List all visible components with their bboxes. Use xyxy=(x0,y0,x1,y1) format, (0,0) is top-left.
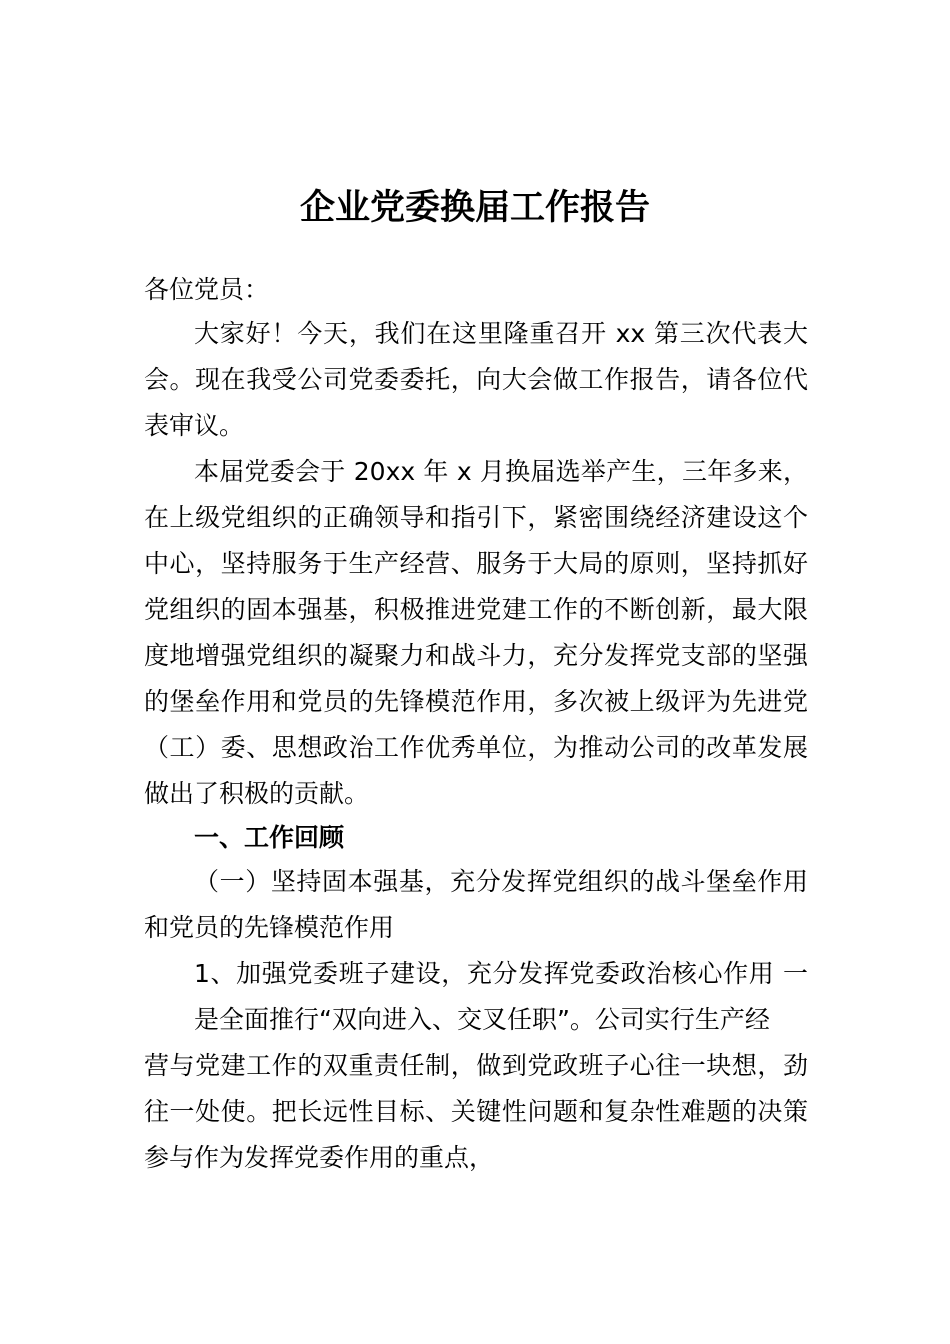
subsection-heading: 和党员的先锋模范作用 xyxy=(144,913,395,942)
paragraph-line: 会。现在我受公司党委委托，向大会做工作报告，请各位代 xyxy=(144,365,808,394)
paragraph-line: 中心，坚持服务于生产经营、服务于大局的原则，坚持抓好 xyxy=(144,549,808,578)
paragraph-line: 大家好！今天，我们在这里隆重召开 xx 第三次代表大 xyxy=(194,319,808,348)
section-heading: 一、工作回顾 xyxy=(194,823,345,852)
paragraph-line: 表审议。 xyxy=(144,411,245,440)
paragraph-line: 的堡垒作用和党员的先锋模范作用，多次被上级评为先进党 xyxy=(144,687,808,716)
salutation: 各位党员： xyxy=(144,275,270,304)
paragraph-line: 度地增强党组织的凝聚力和战斗力，充分发挥党支部的坚强 xyxy=(144,641,808,670)
paragraph-line: 做出了积极的贡献。 xyxy=(144,779,370,808)
paragraph-line: 本届党委会于 20xx 年 x 月换届选举产生，三年多来， xyxy=(194,457,808,486)
paragraph-line: 是全面推行“双向进入、交叉任职”。公司实行生产经 xyxy=(194,1005,770,1034)
paragraph-line: 往一处使。把长远性目标、关键性问题和复杂性难题的决策 xyxy=(144,1097,808,1126)
paragraph-line: 参与作为发挥党委作用的重点， xyxy=(144,1143,495,1172)
paragraph-line: 在上级党组织的正确领导和指引下，紧密围绕经济建设这个 xyxy=(144,503,808,532)
subsection-heading: （一）坚持固本强基，充分发挥党组织的战斗堡垒作用 xyxy=(194,867,808,896)
document-title: 企业党委换届工作报告 xyxy=(299,188,650,228)
paragraph-line: 营与党建工作的双重责任制，做到党政班子心往一块想，劲 xyxy=(144,1051,808,1080)
paragraph-line: 党组织的固本强基，积极推进党建工作的不断创新，最大限 xyxy=(144,595,808,624)
paragraph-line: （工）委、思想政治工作优秀单位，为推动公司的改革发展 xyxy=(144,733,808,762)
paragraph-line: 1、加强党委班子建设，充分发挥党委政治核心作用 一 xyxy=(194,959,808,988)
